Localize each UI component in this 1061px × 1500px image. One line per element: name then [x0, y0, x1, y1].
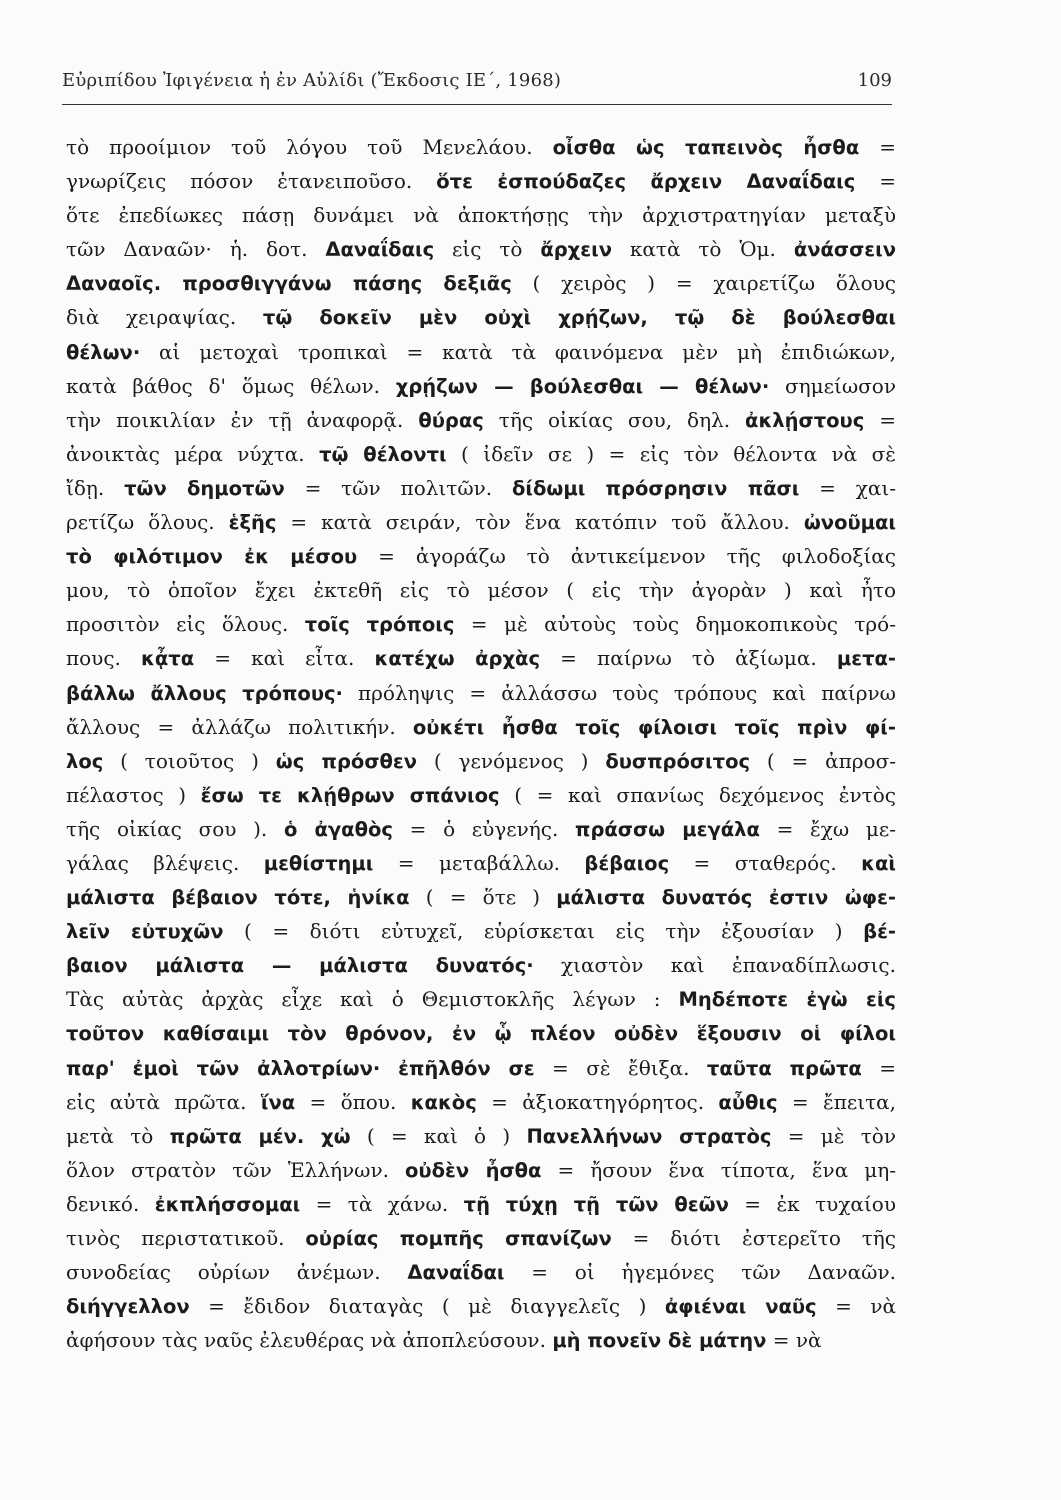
lemma-term: μὴ πονεῖν δὲ μάτην	[552, 1329, 767, 1353]
page-number: 109	[857, 70, 892, 91]
gloss-text: = ὅπου.	[295, 1089, 411, 1114]
lemma-term: Δαναΐδαις	[325, 238, 435, 262]
lemma-term: λεῖν εὐτυχῶν	[66, 920, 224, 944]
gloss-text: μετὰ τὸ	[66, 1123, 170, 1148]
gloss-text: ὅλον στρατὸν τῶν Ἑλλήνων.	[66, 1157, 406, 1182]
gloss-text: ἴδῃ.	[66, 475, 125, 500]
gloss-text: ( = καὶ σπανίως δεχόμενος ἐντὸς	[499, 782, 896, 807]
gloss-text: εἰς αὐτὰ πρῶτα.	[66, 1089, 261, 1114]
text-line	[66, 1187, 896, 1221]
gloss-text: αἱ μετοχαὶ τροπικαὶ = κατὰ τὰ φαινόμενα μὲν μὴ ἐπιδιώκων,	[140, 339, 896, 364]
lemma-term: ἑξῆς	[228, 511, 277, 535]
text-line	[66, 982, 896, 1016]
lemma-term: κᾆτα	[141, 647, 195, 671]
text-line	[66, 1085, 896, 1119]
gloss-text: = σὲ ἔθιξα.	[534, 1055, 707, 1080]
lemma-term: ἀκλῄστους	[745, 408, 865, 432]
gloss-text: = μεταβάλλω.	[373, 850, 585, 875]
text-line	[66, 1255, 896, 1289]
text-line	[66, 335, 896, 369]
gloss-text: ρετίζω ὅλους.	[66, 510, 229, 535]
gloss-text: = χαι-	[799, 475, 896, 500]
text-line	[66, 266, 896, 300]
gloss-text: =	[861, 1055, 896, 1080]
lemma-term: Δαναοῖς. προσθιγγάνω πάσης δεξιᾶς	[66, 272, 512, 296]
gloss-text: κατὰ βάθος δ' ὅμως θέλων.	[66, 373, 396, 398]
gloss-text: ἀνοικτὰς μέρα νύχτα.	[66, 441, 320, 466]
lemma-term: λος	[66, 749, 104, 773]
lemma-term: δίδωμι πρόσρησιν πᾶσι	[512, 476, 800, 500]
text-line	[66, 948, 896, 982]
gloss-text: = ὁ εὐγενής.	[392, 816, 576, 841]
header-rule	[62, 104, 892, 105]
lemma-term: διήγγελλον	[66, 1295, 190, 1319]
gloss-text: ( χειρὸς ) = χαιρετίζω ὅλους	[511, 271, 896, 296]
lemma-term: τῷ δοκεῖν μὲν οὐχὶ χρῄζων, τῷ δὲ βούλεσθαι	[262, 306, 896, 330]
gloss-text: σημείωσον	[769, 373, 896, 398]
lemma-term: ἀφιέναι ναῦς	[664, 1295, 817, 1319]
lemma-term: ὡς πρόσθεν	[275, 749, 418, 773]
gloss-text: = ἤσουν ἕνα τίποτα, ἕνα μη-	[541, 1157, 896, 1182]
commentary-text	[66, 130, 896, 1357]
gloss-text: = ἐκ τυχαίου	[728, 1191, 896, 1216]
gloss-text: =	[864, 407, 896, 432]
lemma-term: τοῖς τρόποις	[304, 613, 455, 637]
gloss-text: ( = καὶ ὁ )	[350, 1123, 527, 1148]
text-line	[66, 1221, 896, 1255]
gloss-text: ( = διότι εὐτυχεῖ, εὑρίσκεται εἰς τὴν ἐξουσίαν )	[223, 919, 864, 944]
lemma-term: οὐδὲν ἦσθα	[405, 1158, 542, 1182]
lemma-term: τῇ τύχῃ τῇ τῶν θεῶν	[463, 1192, 729, 1216]
gloss-text: πους.	[66, 646, 142, 671]
gloss-text: = τὰ χάνω.	[300, 1191, 464, 1216]
lemma-term: Πανελλήνων στρατὸς	[526, 1124, 772, 1148]
text-line	[66, 641, 896, 675]
gloss-text: = ἀγοράζω τὸ ἀντικείμενον τῆς φιλοδοξίας	[357, 544, 896, 569]
text-line	[66, 164, 896, 198]
lemma-term: κατέχω ἀρχὰς	[374, 647, 541, 671]
lemma-term: δυσπρόσιτος	[605, 749, 751, 773]
text-line	[66, 403, 896, 437]
gloss-text: χιαστὸν καὶ ἐπαναδίπλωσις.	[533, 953, 896, 978]
lemma-term: χρῄζων — βούλεσθαι — θέλων·	[395, 374, 770, 398]
lemma-term: πρῶτα μέν. χὠ	[169, 1124, 351, 1148]
lemma-term: πράσσω μεγάλα	[575, 817, 760, 841]
text-line	[66, 846, 896, 880]
lemma-term: τῶν δημοτῶν	[124, 476, 285, 500]
lemma-term: θέλων·	[66, 340, 141, 364]
gloss-text: = οἱ ἡγεμόνες τῶν Δαναῶν.	[504, 1260, 896, 1285]
lemma-term: Δαναΐδαι	[407, 1261, 505, 1285]
gloss-text: γάλας βλέψεις.	[66, 850, 264, 875]
gloss-text: ( τοιοῦτος )	[103, 748, 276, 773]
text-line	[66, 880, 896, 914]
gloss-text: = παίρνω τὸ ἀξίωμα.	[540, 646, 837, 671]
text-line	[66, 471, 896, 505]
gloss-text: τὴν ποικιλίαν ἐν τῇ ἀναφορᾷ.	[66, 407, 419, 432]
gloss-text: πρόληψις = ἀλλάσσω τοὺς τρόπους καὶ παίρνω	[342, 680, 896, 705]
text-line	[66, 573, 896, 607]
gloss-text: = διότι ἐστερεῖτο τῆς	[611, 1226, 896, 1250]
lemma-term: βάλλω ἄλλους τρόπους·	[66, 681, 343, 705]
gloss-text: τὸ προοίμιον τοῦ λόγου τοῦ Μενελάου.	[66, 135, 553, 159]
gloss-text: προσιτὸν εἰς ὅλους.	[66, 612, 305, 637]
text-line	[66, 744, 896, 778]
gloss-text: ( ἰδεῖν σε ) = εἰς τὸν θέλοντα νὰ σὲ	[446, 441, 896, 466]
running-title: Εὐριπίδου Ἰφιγένεια ἡ ἐν Αὐλίδι (Ἔκδοσις ΙΕ΄, 1968)	[62, 70, 562, 91]
lemma-term: μάλιστα δυνατός ἐστιν ὠφε-	[556, 886, 896, 910]
text-line	[66, 710, 896, 744]
gloss-text: = ἀξιοκατηγόρητος.	[476, 1089, 719, 1114]
lemma-term: ὠνοῦμαι	[803, 511, 896, 535]
text-line	[66, 1016, 896, 1050]
lemma-term: οἶσθα ὡς ταπεινὸς ἦσθα	[552, 136, 860, 159]
lemma-term: Μηδέποτε ἐγὼ εἰς	[678, 988, 896, 1012]
gloss-text: = ἔπειτα,	[777, 1089, 896, 1114]
lemma-term: ἄρχειν	[540, 238, 612, 262]
lemma-term: ταῦτα πρῶτα	[706, 1056, 862, 1080]
lemma-term: θύρας	[418, 408, 484, 432]
lemma-term: βαιον μάλιστα — μάλιστα δυνατός·	[66, 954, 534, 978]
gloss-text: = νὰ	[816, 1294, 896, 1319]
lemma-term: βέ-	[863, 920, 896, 944]
gloss-text: τῆς οἰκίας σου ).	[66, 816, 284, 841]
gloss-text: τινὸς περιστατικοῦ.	[66, 1226, 306, 1250]
text-line	[66, 607, 896, 641]
gloss-text: τῶν Δαναῶν· ἡ. δοτ.	[66, 237, 326, 262]
lemma-term: ὁ ἀγαθὸς	[283, 817, 393, 841]
gloss-text: = ἔδιδον διαταγὰς ( μὲ διαγγελεῖς )	[189, 1294, 665, 1319]
text-line	[66, 539, 896, 573]
gloss-text: = τῶν πολιτῶν.	[284, 475, 512, 500]
text-line	[66, 369, 896, 403]
gloss-text: Τὰς αὐτὰς ἀρχὰς εἶχε καὶ ὁ Θεμιστοκλῆς λέγων :	[66, 987, 679, 1012]
text-line	[66, 676, 896, 710]
gloss-text: εἰς τὸ	[434, 237, 541, 262]
lemma-term: καὶ	[861, 851, 896, 875]
text-line	[66, 437, 896, 471]
lemma-term: οὐκέτι ἦσθα τοῖς φίλοισι τοῖς πρὶν φί-	[412, 715, 896, 739]
text-line	[66, 1289, 896, 1323]
text-line	[66, 130, 896, 164]
lemma-term: παρ' ἐμοὶ τῶν ἀλλοτρίων· ἐπῆλθόν σε	[66, 1056, 535, 1080]
gloss-text: = σταθερός.	[669, 850, 862, 875]
lemma-term: μάλιστα βέβαιον τότε, ἡνίκα	[66, 886, 410, 910]
gloss-text: πέλαστος )	[66, 782, 201, 807]
text-line	[66, 232, 896, 266]
lemma-term: ἐκπλήσσομαι	[154, 1192, 301, 1216]
text-line	[66, 914, 896, 948]
gloss-text: μου, τὸ ὁποῖον ἔχει ἐκτεθῆ εἰς τὸ μέσον ( εἰς τὴν ἀγορὰν ) καὶ ἦτο	[66, 578, 896, 603]
gloss-text: ( = ὅτε )	[409, 885, 557, 910]
text-line	[66, 1153, 896, 1187]
lemma-term: αὖθις	[718, 1090, 778, 1114]
gloss-text: ὅτε ἐπεδίωκες πάσῃ δυνάμει νὰ ἀποκτήσῃς τὴν ἀρχιστρατηγίαν μεταξὺ	[66, 203, 896, 228]
lemma-term: ἀνάσσειν	[793, 238, 896, 262]
lemma-term: οὐρίας πομπῆς σπανίζων	[305, 1227, 612, 1250]
gloss-text: ἀφήσουν τὰς ναῦς ἐλευθέρας νὰ ἀποπλεύσουν.	[66, 1328, 553, 1353]
gloss-text: ( γενόμενος )	[417, 748, 606, 773]
text-line	[66, 1051, 896, 1085]
text-line	[66, 1323, 896, 1357]
gloss-text: διὰ χειραψίας.	[66, 305, 263, 330]
lemma-term: μετα-	[836, 647, 896, 671]
gloss-text: κατὰ τὸ Ὁμ.	[612, 237, 794, 262]
gloss-text: = κατὰ σειράν, τὸν ἕνα κατόπιν τοῦ ἄλλου.	[276, 510, 804, 535]
lemma-term: ὅτε ἐσπούδαζες ἄρχειν Δαναΐδαις	[436, 170, 856, 194]
lemma-term: τῷ θέλοντι	[319, 442, 447, 466]
lemma-term: μεθίστημι	[263, 851, 374, 875]
gloss-text: δενικό.	[66, 1191, 155, 1216]
gloss-text: συνοδείας οὐρίων ἀνέμων.	[66, 1260, 408, 1285]
lemma-term: ἵνα	[260, 1090, 296, 1114]
gloss-text: = νὰ	[766, 1328, 822, 1353]
text-line	[66, 198, 896, 232]
gloss-text: τῆς οἰκίας σου, δηλ.	[483, 407, 746, 432]
gloss-text: ἄλλους = ἀλλάζω πολιτικήν.	[66, 714, 413, 739]
lemma-term: τοῦτον καθίσαιμι τὸν θρόνον, ἐν ᾧ πλέον οὐδὲν ἕξουσιν οἱ φίλοι	[66, 1022, 896, 1046]
lemma-term: κακὸς	[410, 1090, 477, 1114]
text-line	[66, 812, 896, 846]
gloss-text: ( = ἀπροσ-	[750, 748, 896, 773]
text-line	[66, 778, 896, 812]
text-line	[66, 300, 896, 334]
gloss-text: =	[859, 135, 896, 159]
lemma-term: ἔσω τε κλῄθρων σπάνιος	[200, 783, 500, 807]
gloss-text: = ἔχω με-	[759, 816, 896, 841]
gloss-text: =	[855, 169, 896, 194]
gloss-text: = μὲ αὐτοὺς τοὺς δημοκοπικοὺς τρό-	[454, 612, 896, 637]
lemma-term: τὸ φιλότιμον ἐκ μέσου	[66, 545, 358, 569]
text-line	[66, 1119, 896, 1153]
gloss-text: = μὲ τὸν	[771, 1123, 896, 1148]
gloss-text: = καὶ εἶτα.	[194, 646, 375, 671]
text-line	[66, 505, 896, 539]
gloss-text: γνωρίζεις πόσον ἐτανειποῦσο.	[66, 169, 437, 194]
lemma-term: βέβαιος	[584, 851, 670, 875]
